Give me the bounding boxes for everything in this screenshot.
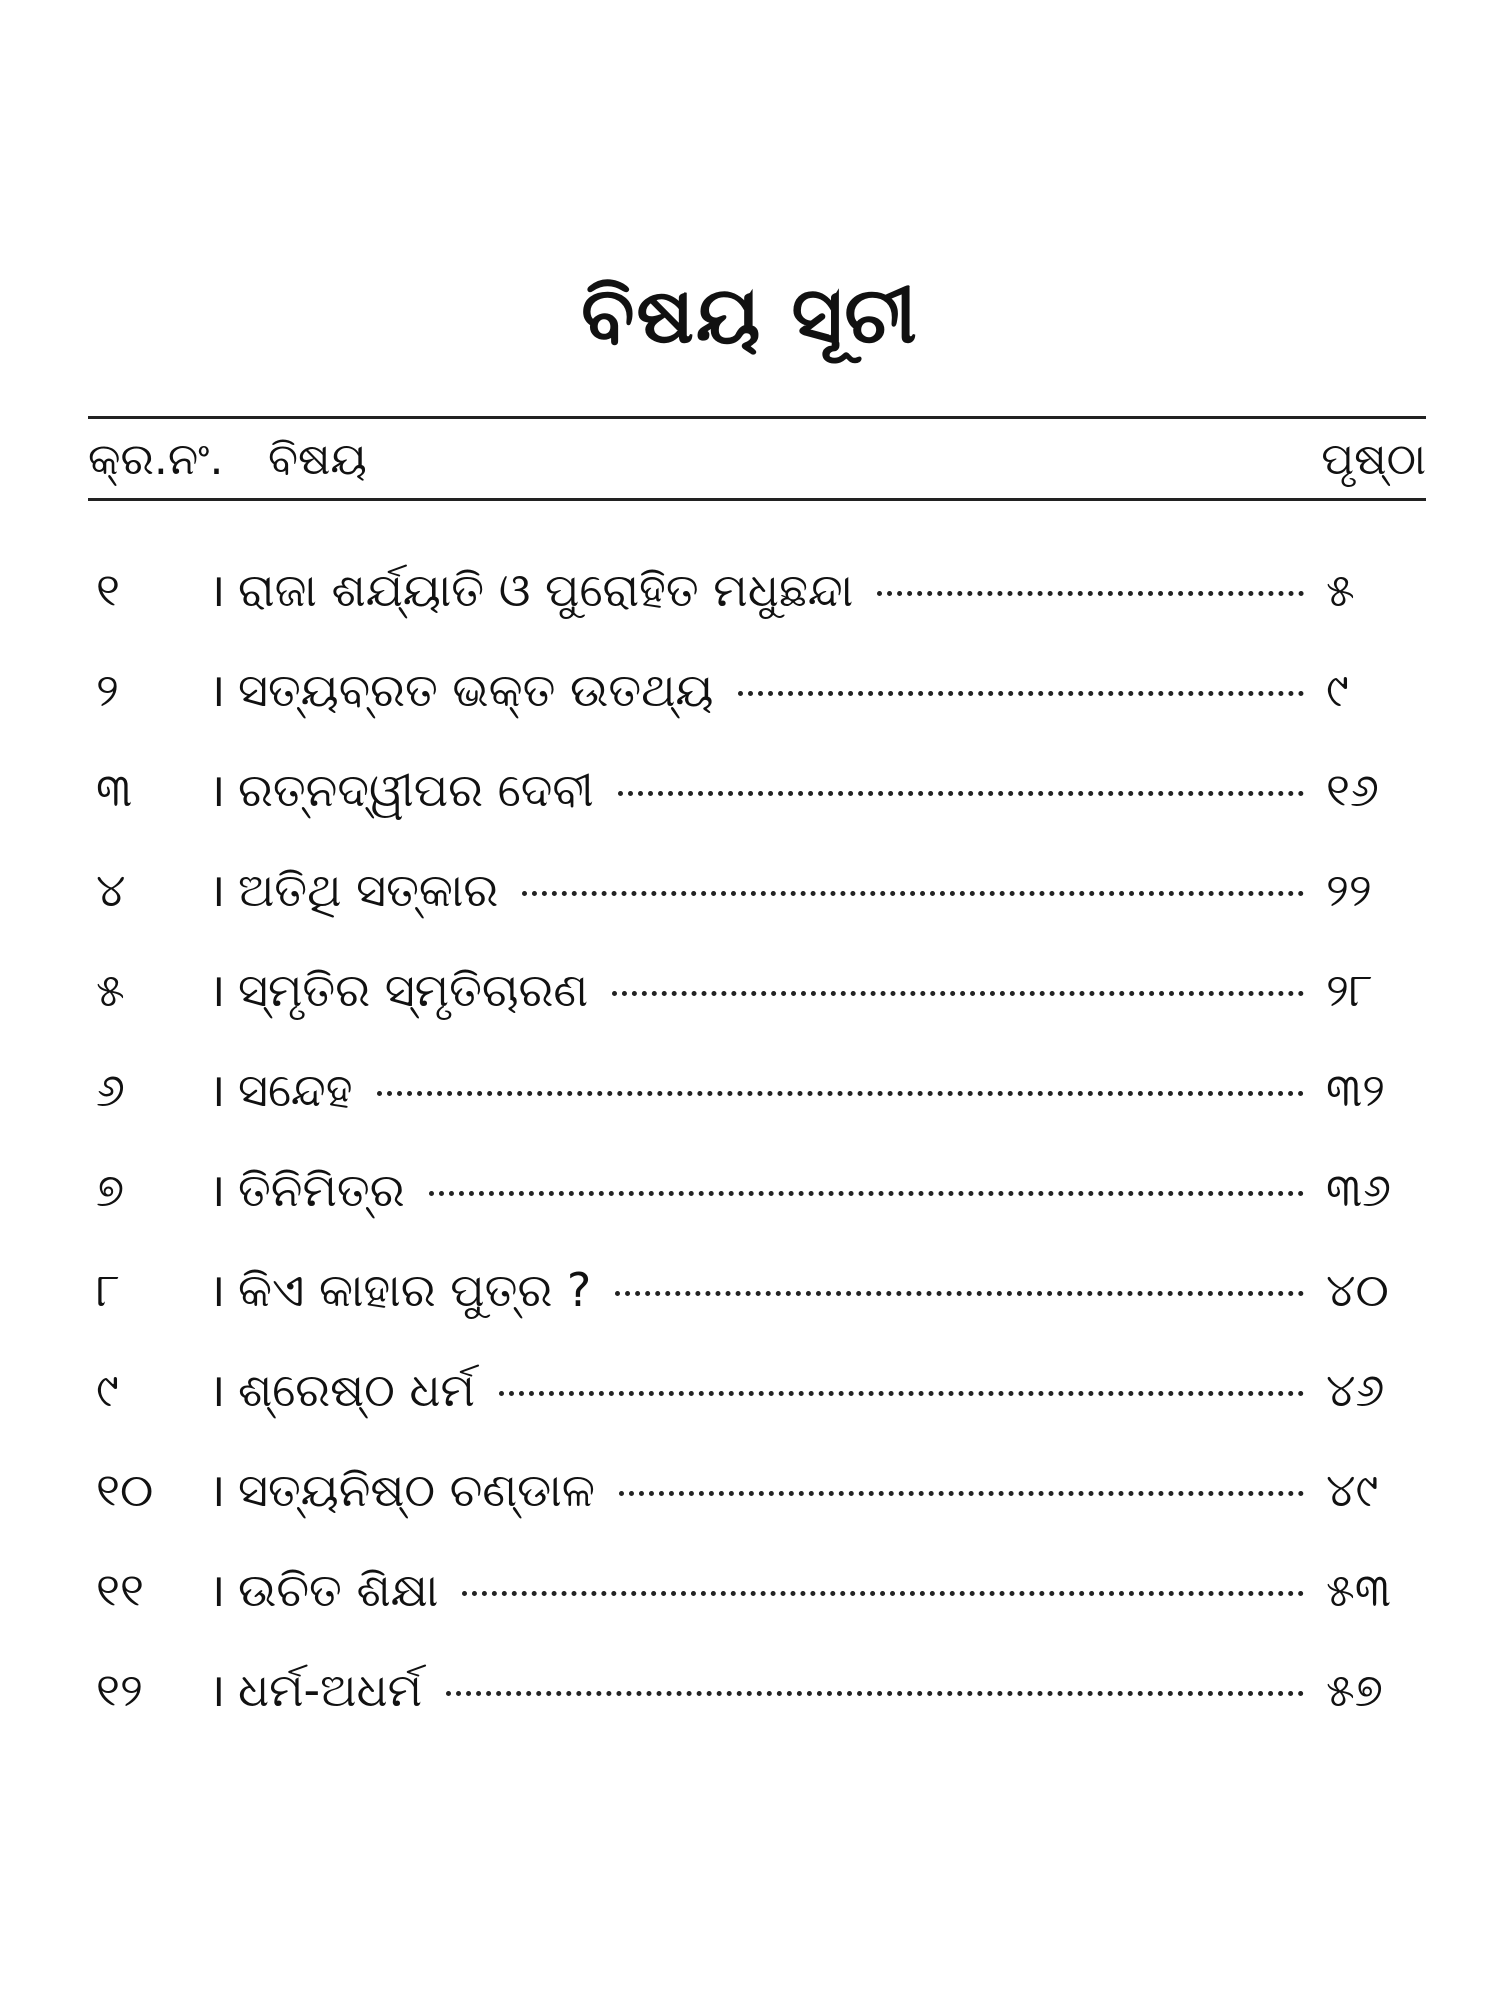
header-bottom-rule: [88, 498, 1426, 501]
dot-leader: [446, 1691, 1304, 1696]
table-of-contents: [88, 540, 1426, 1740]
entry-title: ତିନିମିତ୍ର: [238, 1163, 405, 1217]
entry-number: ୧: [96, 563, 120, 617]
toc-entry[interactable]: [88, 540, 1426, 640]
entry-title: ସତ୍ୟବ୍ରତ ଭକ୍ତ ଉତଥ୍ୟ: [238, 663, 714, 717]
entry-page-number: ୫୩: [1326, 1563, 1391, 1617]
entry-title: ସତ୍ୟନିଷ୍ଠ ଚଣ୍ଡାଳ: [238, 1463, 595, 1517]
entry-title: ସନ୍ଦେହ: [238, 1063, 353, 1117]
entry-separator: ।: [208, 863, 226, 917]
page-title: ବିଷୟ ସୂଚୀ: [581, 271, 919, 361]
entry-page-number: ୪୦: [1326, 1263, 1389, 1317]
entry-title: ଅତିଥି ସତ୍କାର: [238, 863, 499, 917]
entry-number: ୨: [96, 663, 119, 717]
entry-number: ୩: [96, 763, 133, 817]
dot-leader: [612, 991, 1304, 996]
dot-leader: [462, 1591, 1304, 1596]
entry-title: ସ୍ମୃତିର ସ୍ମୃତିଚାରଣ: [238, 963, 589, 1017]
entry-title: ଉଚିତ ଶିକ୍ଷା: [238, 1563, 439, 1617]
toc-entry[interactable]: [88, 1640, 1426, 1740]
entry-separator: ।: [208, 963, 226, 1017]
page-header: ପୃଷ୍ଠା: [1321, 434, 1426, 485]
entry-page-number: ୪୬: [1326, 1363, 1385, 1417]
toc-entry[interactable]: [88, 1240, 1426, 1340]
entry-page-number: ୫: [1326, 563, 1355, 617]
entry-page-number: ୪୯: [1326, 1463, 1379, 1517]
dot-leader: [499, 1391, 1304, 1396]
toc-entry[interactable]: [88, 1140, 1426, 1240]
entry-title: ରତ୍ନଦ୍ୱୀପର ଦେବୀ: [238, 763, 594, 817]
entry-separator: ।: [208, 1563, 226, 1617]
dot-leader: [377, 1091, 1304, 1096]
entry-page-number: ୧୬: [1326, 763, 1379, 817]
entry-separator: ।: [208, 563, 226, 617]
entry-number: ୧୨: [96, 1663, 143, 1717]
toc-entry[interactable]: [88, 1540, 1426, 1640]
toc-entry[interactable]: [88, 1440, 1426, 1540]
entry-number: ୧୧: [96, 1563, 144, 1617]
toc-entry[interactable]: [88, 840, 1426, 940]
entry-separator: ।: [208, 1363, 226, 1417]
entry-separator: ।: [208, 1263, 226, 1317]
entry-page-number: ୨୨: [1326, 863, 1372, 917]
entry-separator: ।: [208, 1163, 226, 1217]
entry-separator: ।: [208, 663, 226, 717]
dot-leader: [619, 1491, 1304, 1496]
entry-page-number: ୫୭: [1326, 1663, 1383, 1717]
entry-number: ୫: [96, 963, 125, 1017]
toc-entry[interactable]: [88, 1340, 1426, 1440]
dot-leader: [738, 691, 1305, 696]
entry-number: ୧୦: [96, 1463, 154, 1517]
dot-leader: [429, 1191, 1304, 1196]
dot-leader: [618, 791, 1304, 796]
dot-leader: [522, 891, 1304, 896]
entry-separator: ।: [208, 1463, 226, 1517]
entry-number: ୬: [96, 1063, 125, 1117]
toc-entry[interactable]: [88, 940, 1426, 1040]
dot-leader: [877, 591, 1304, 596]
toc-entry[interactable]: [88, 740, 1426, 840]
entry-title: ଧର୍ମ-ଅଧର୍ମ: [238, 1663, 422, 1717]
entry-separator: ।: [208, 763, 226, 817]
entry-separator: ।: [208, 1063, 226, 1117]
entry-title: ରାଜା ଶର୍ଯ୍ୟାତି ଓ ପୁରୋହିତ ମଧୁଛନ୍ଦା: [238, 563, 854, 617]
entry-page-number: ୨୮: [1326, 963, 1373, 1017]
toc-entry[interactable]: [88, 1040, 1426, 1140]
entry-title: କିଏ କାହାର ପୁତ୍ର ?: [238, 1263, 592, 1317]
subject-header: ବିଷୟ: [268, 434, 367, 485]
toc-header: [88, 430, 1426, 490]
entry-page-number: ୯: [1326, 663, 1349, 717]
entry-page-number: ୩୬: [1326, 1163, 1392, 1217]
entry-title: ଶ୍ରେଷ୍ଠ ଧର୍ମ: [238, 1363, 475, 1417]
entry-number: ୯: [96, 1363, 119, 1417]
entry-number: ୭: [96, 1163, 125, 1217]
entry-number: ୪: [96, 863, 126, 917]
header-top-rule: [88, 416, 1426, 419]
entry-page-number: ୩୨: [1326, 1063, 1386, 1117]
entry-separator: ।: [208, 1663, 226, 1717]
dot-leader: [615, 1291, 1304, 1296]
toc-entry[interactable]: [88, 640, 1426, 740]
serial-number-header: କ୍ର.ନଂ.: [88, 434, 224, 485]
entry-number: ୮: [96, 1263, 121, 1317]
